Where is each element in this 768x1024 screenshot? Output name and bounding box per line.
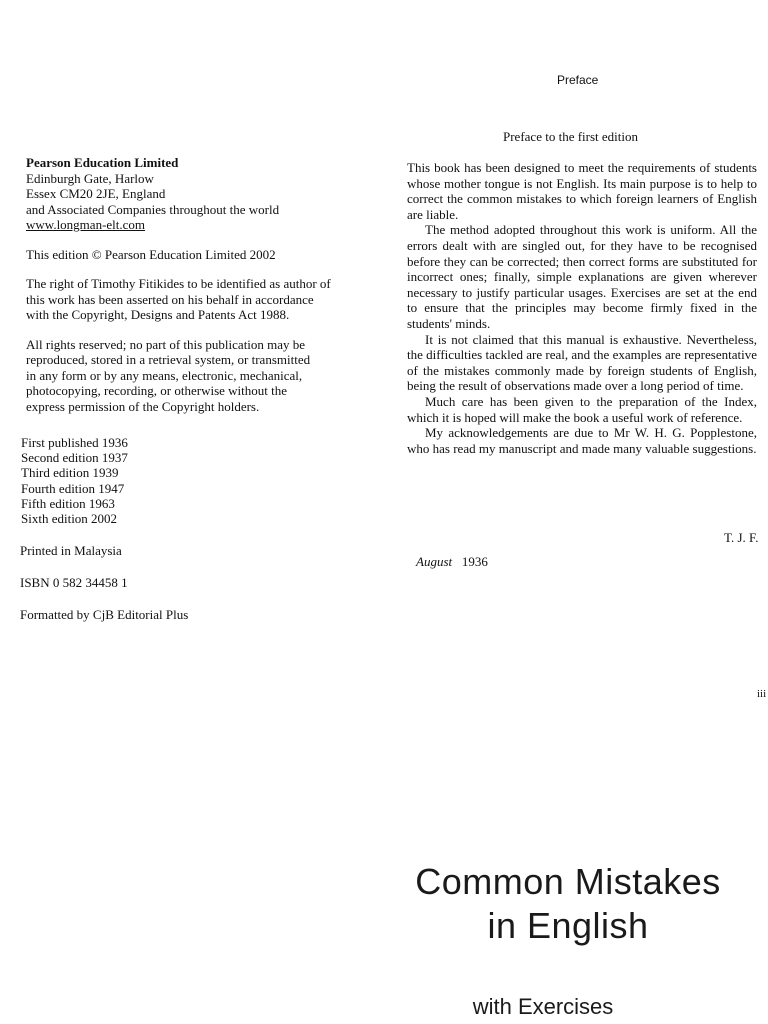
publisher-website-link[interactable]: www.longman-elt.com xyxy=(26,217,146,232)
book-title xyxy=(395,860,741,948)
edition-history xyxy=(21,435,128,526)
preface-paragraph: The method adopted throughout this work is uniform. All the errors dealt with are singled out, for they have to be recognised before they can be corrected; then correct forms are substituted for incorrect ones; finally, simple explanations are given wherever necessary to justify particular usages. Exercises are set at the end to ensure that the principles may become firmly fixed in the students' minds. xyxy=(407,222,757,331)
page-number: iii xyxy=(757,688,767,700)
book-title-line: in English xyxy=(487,905,649,946)
preface-paragraph: It is not claimed that this manual is exhaustive. Nevertheless, the difficulties tackled are real, and the examples are representative of the mistakes commonly made by foreign students of English, being the result of observations made over a long period of time. xyxy=(407,331,757,394)
preface-body xyxy=(407,160,757,456)
rights-reserved-line: All rights reserved; no part of this publication may be xyxy=(26,336,306,352)
moral-rights-notice xyxy=(26,276,371,323)
preface-title: Preface to the first edition xyxy=(503,129,639,144)
isbn: ISBN 0 582 34458 1 xyxy=(20,575,128,590)
rights-reserved-line: reproduced, stored in a retrieval system, or transmitted xyxy=(26,352,311,367)
preface-paragraph: My acknowledgements are due to Mr W. H. G. Popplestone, who has read my manuscript and made many valuable suggestions. xyxy=(407,425,757,456)
formatted-by: Formatted by CjB Editorial Plus xyxy=(20,607,189,622)
rights-reserved-line: photocopying, recording, or otherwise without the xyxy=(26,383,288,398)
address-line: Edinburgh Gate, Harlow xyxy=(26,170,154,186)
imprint-block xyxy=(26,155,371,414)
moral-rights-line: this work has been asserted on his behalf in accordance xyxy=(26,291,314,307)
preface-paragraph: This book has been designed to meet the requirements of students whose mother tongue is not English. Its main purpose is to help to correct the common mistakes to which foreign learners of English are liable. xyxy=(407,160,757,222)
edition-entry: Sixth edition 2002 xyxy=(21,511,118,527)
edition-entry: Fifth edition 1963 xyxy=(21,495,115,511)
publisher-name: Pearson Education Limited xyxy=(26,155,179,170)
rights-reserved-line: in any form or by any means, electronic, mechanical, xyxy=(26,367,303,383)
preface-paragraph: Much care has been given to the preparation of the Index, which it is hoped will make the book a useful work of reference. xyxy=(407,393,757,425)
date-month: August xyxy=(416,554,453,569)
book-title-line: Common Mistakes xyxy=(415,861,721,902)
running-head: Preface xyxy=(557,73,599,87)
rights-reserved-line: express permission of the Copyright holders. xyxy=(26,398,260,414)
moral-rights-line: The right of Timothy Fitikides to be identified as author of xyxy=(26,276,331,291)
date-year: 1936 xyxy=(461,554,488,569)
copyright-notice: This edition © Pearson Education Limited 2002 xyxy=(26,246,276,262)
author-initials: T. J. F. xyxy=(724,530,759,545)
printed-in: Printed in Malaysia xyxy=(20,543,122,558)
address-line: and Associated Companies throughout the world xyxy=(26,201,280,217)
moral-rights-line: with the Copyright, Designs and Patents Act 1988. xyxy=(26,307,290,322)
edition-entry: Third edition 1939 xyxy=(21,465,119,481)
rights-reserved-notice xyxy=(26,337,371,415)
preface-date xyxy=(416,554,488,570)
book-subtitle: with Exercises xyxy=(472,994,614,1019)
edition-entry: Second edition 1937 xyxy=(21,450,128,466)
edition-entry: Fourth edition 1947 xyxy=(21,480,125,496)
edition-entry: First published 1936 xyxy=(21,435,128,450)
address-line: Essex CM20 2JE, England xyxy=(26,186,166,201)
